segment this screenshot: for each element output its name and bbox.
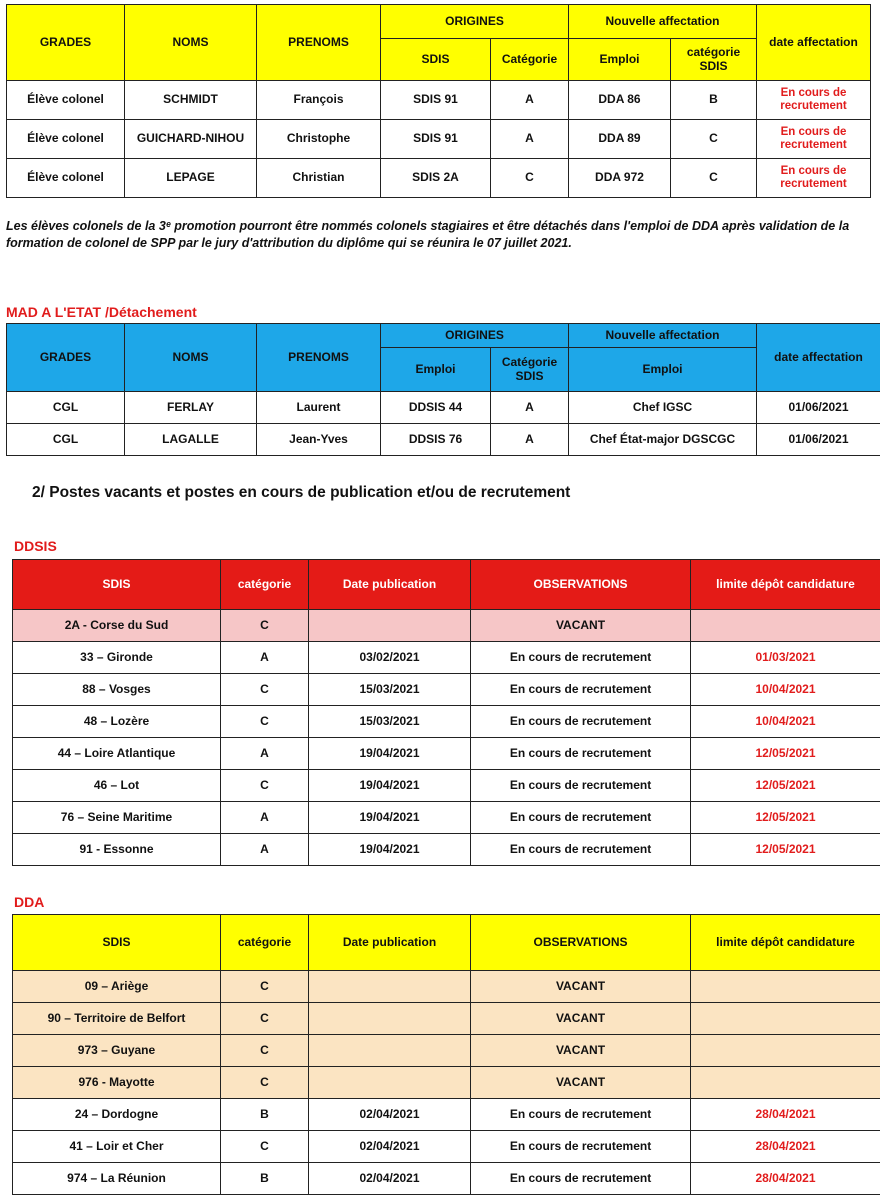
cell-limite: 12/05/2021 xyxy=(691,834,880,866)
table-row xyxy=(7,81,871,120)
cell-cat-sdis: C xyxy=(671,120,757,159)
cell-sdis: 91 - Essonne xyxy=(13,834,221,866)
header-limite-depot: limite dépôt candidature xyxy=(691,915,880,971)
cell-categorie: C xyxy=(491,159,569,198)
table-row xyxy=(13,1099,880,1131)
header-grades: GRADES xyxy=(7,5,125,81)
cell-sdis: 973 – Guyane xyxy=(13,1035,221,1067)
cell-categorie: C xyxy=(221,1003,309,1035)
header-noms: NOMS xyxy=(125,324,257,392)
cell-grade: Élève colonel xyxy=(7,120,125,159)
cell-categorie: B xyxy=(221,1099,309,1131)
cell-prenom: Laurent xyxy=(257,392,381,424)
cell-cat-sdis: B xyxy=(671,81,757,120)
cell-categorie: A xyxy=(221,738,309,770)
header-prenoms: PRENOMS xyxy=(257,324,381,392)
cell-categorie: A xyxy=(491,424,569,456)
cell-emploi: DDSIS 76 xyxy=(381,424,491,456)
header-nouvelle-affectation: Nouvelle affectation xyxy=(569,324,757,348)
table-row xyxy=(13,610,880,642)
table-row xyxy=(13,770,880,802)
section-2-title: 2/ Postes vacants et postes en cours de publication et/ou de recrutement xyxy=(32,484,571,501)
header-observations: OBSERVATIONS xyxy=(471,915,691,971)
cell-nom: FERLAY xyxy=(125,392,257,424)
cell-categorie: C xyxy=(221,674,309,706)
cell-sdis: 33 – Gironde xyxy=(13,642,221,674)
cell-categorie: A xyxy=(221,834,309,866)
cell-categorie: B xyxy=(221,1163,309,1195)
header-grades: GRADES xyxy=(7,324,125,392)
header-observations: OBSERVATIONS xyxy=(471,560,691,610)
cell-date: En cours de recrutement xyxy=(757,159,871,198)
cell-categorie: C xyxy=(221,971,309,1003)
cell-observations: VACANT xyxy=(471,1067,691,1099)
cell-categorie: C xyxy=(221,610,309,642)
table-row xyxy=(13,802,880,834)
header-prenoms: PRENOMS xyxy=(257,5,381,81)
cell-date: 01/06/2021 xyxy=(757,392,880,424)
header-sdis: SDIS xyxy=(13,560,221,610)
cell-sdis: 76 – Seine Maritime xyxy=(13,802,221,834)
cell-nom: LEPAGE xyxy=(125,159,257,198)
cell-limite: 12/05/2021 xyxy=(691,738,880,770)
cell-limite xyxy=(691,971,880,1003)
table-row xyxy=(7,159,871,198)
header-limite-depot: limite dépôt candidature xyxy=(691,560,880,610)
dda-postes-table xyxy=(12,914,880,1195)
header-categorie-sdis: catégorie SDIS xyxy=(671,39,757,81)
table-row xyxy=(13,1163,880,1195)
cell-date-publication: 19/04/2021 xyxy=(309,770,471,802)
ddsis-section-label: DDSIS xyxy=(14,538,57,554)
cell-observations: VACANT xyxy=(471,610,691,642)
cell-date-publication: 19/04/2021 xyxy=(309,802,471,834)
header-emploi: Emploi xyxy=(569,39,671,81)
header-sdis: SDIS xyxy=(381,39,491,81)
header-date-publication: Date publication xyxy=(309,915,471,971)
cell-observations: En cours de recrutement xyxy=(471,770,691,802)
cell-date-publication: 15/03/2021 xyxy=(309,674,471,706)
cell-date-publication: 15/03/2021 xyxy=(309,706,471,738)
cell-categorie: A xyxy=(491,392,569,424)
cell-limite: 10/04/2021 xyxy=(691,674,880,706)
cell-sdis: 46 – Lot xyxy=(13,770,221,802)
cell-sdis: 2A - Corse du Sud xyxy=(13,610,221,642)
cell-date-publication: 02/04/2021 xyxy=(309,1163,471,1195)
cell-limite: 01/03/2021 xyxy=(691,642,880,674)
cell-sdis: 09 – Ariège xyxy=(13,971,221,1003)
cell-sdis: 48 – Lozère xyxy=(13,706,221,738)
cell-observations: VACANT xyxy=(471,971,691,1003)
eleves-colonels-table xyxy=(6,4,871,198)
table-row xyxy=(13,1067,880,1099)
cell-categorie: C xyxy=(221,1067,309,1099)
cell-sdis: 976 - Mayotte xyxy=(13,1067,221,1099)
header-categorie-sdis: Catégorie SDIS xyxy=(491,348,569,392)
cell-date-publication: 02/04/2021 xyxy=(309,1131,471,1163)
cell-prenom: Christian xyxy=(257,159,381,198)
cell-observations: En cours de recrutement xyxy=(471,674,691,706)
cell-sdis: 44 – Loire Atlantique xyxy=(13,738,221,770)
cell-emploi: DDA 89 xyxy=(569,120,671,159)
table-row xyxy=(13,1003,880,1035)
cell-limite: 10/04/2021 xyxy=(691,706,880,738)
cell-nom: SCHMIDT xyxy=(125,81,257,120)
cell-observations: En cours de recrutement xyxy=(471,802,691,834)
cell-categorie: C xyxy=(221,1131,309,1163)
table-row xyxy=(13,642,880,674)
cell-categorie: A xyxy=(491,81,569,120)
cell-sdis: SDIS 91 xyxy=(381,81,491,120)
table-row xyxy=(13,1035,880,1067)
cell-date-publication xyxy=(309,1035,471,1067)
cell-prenom: Christophe xyxy=(257,120,381,159)
header-date-affectation: date affectation xyxy=(757,5,871,81)
cell-nouvel-emploi: Chef État-major DGSCGC xyxy=(569,424,757,456)
mad-section-label: MAD A L'ETAT /Détachement xyxy=(6,304,197,320)
cell-observations: En cours de recrutement xyxy=(471,834,691,866)
header-origines: ORIGINES xyxy=(381,324,569,348)
cell-sdis: 90 – Territoire de Belfort xyxy=(13,1003,221,1035)
cell-observations: En cours de recrutement xyxy=(471,1163,691,1195)
cell-observations: VACANT xyxy=(471,1035,691,1067)
cell-categorie: A xyxy=(221,802,309,834)
cell-observations: En cours de recrutement xyxy=(471,738,691,770)
cell-observations: En cours de recrutement xyxy=(471,1099,691,1131)
cell-sdis: SDIS 2A xyxy=(381,159,491,198)
promotion-note: Les élèves colonels de la 3ᵉ promotion pourront être nommés colonels stagiaires et être détachés dans l'emploi de DDA après validation de la formation de colonel de SPP par le jury d'attribution du diplôme qui se réunira le 07 juillet 2021. xyxy=(6,219,850,250)
table-row xyxy=(13,738,880,770)
cell-limite xyxy=(691,1035,880,1067)
cell-sdis: 974 – La Réunion xyxy=(13,1163,221,1195)
header-noms: NOMS xyxy=(125,5,257,81)
cell-sdis: 24 – Dordogne xyxy=(13,1099,221,1131)
table-row xyxy=(13,674,880,706)
cell-emploi: DDA 972 xyxy=(569,159,671,198)
cell-observations: En cours de recrutement xyxy=(471,642,691,674)
cell-emploi: DDA 86 xyxy=(569,81,671,120)
cell-categorie: A xyxy=(491,120,569,159)
cell-observations: En cours de recrutement xyxy=(471,1131,691,1163)
cell-limite xyxy=(691,610,880,642)
cell-sdis: 41 – Loir et Cher xyxy=(13,1131,221,1163)
cell-prenom: François xyxy=(257,81,381,120)
dda-section-label: DDA xyxy=(14,894,45,910)
cell-limite xyxy=(691,1067,880,1099)
cell-sdis: 88 – Vosges xyxy=(13,674,221,706)
cell-observations: VACANT xyxy=(471,1003,691,1035)
header-date-publication: Date publication xyxy=(309,560,471,610)
table-row xyxy=(7,120,871,159)
table-row xyxy=(13,971,880,1003)
cell-nom: LAGALLE xyxy=(125,424,257,456)
cell-cat-sdis: C xyxy=(671,159,757,198)
header-categorie: catégorie xyxy=(221,915,309,971)
table-row xyxy=(7,392,880,424)
header-emploi: Emploi xyxy=(381,348,491,392)
table-row xyxy=(13,1131,880,1163)
cell-limite: 12/05/2021 xyxy=(691,802,880,834)
cell-date-publication xyxy=(309,1067,471,1099)
cell-limite: 28/04/2021 xyxy=(691,1099,880,1131)
cell-date: 01/06/2021 xyxy=(757,424,880,456)
cell-grade: CGL xyxy=(7,392,125,424)
cell-limite: 28/04/2021 xyxy=(691,1163,880,1195)
cell-limite xyxy=(691,1003,880,1035)
ddsis-postes-table xyxy=(12,559,880,866)
cell-date-publication xyxy=(309,971,471,1003)
cell-date-publication xyxy=(309,1003,471,1035)
cell-categorie: C xyxy=(221,1035,309,1067)
cell-nouvel-emploi: Chef IGSC xyxy=(569,392,757,424)
cell-sdis: SDIS 91 xyxy=(381,120,491,159)
table-row xyxy=(13,706,880,738)
table-row xyxy=(13,834,880,866)
cell-grade: Élève colonel xyxy=(7,159,125,198)
cell-emploi: DDSIS 44 xyxy=(381,392,491,424)
header-origines: ORIGINES xyxy=(381,5,569,39)
cell-date: En cours de recrutement xyxy=(757,120,871,159)
cell-grade: Élève colonel xyxy=(7,81,125,120)
cell-categorie: C xyxy=(221,706,309,738)
mad-etat-table xyxy=(6,323,880,456)
cell-date-publication: 19/04/2021 xyxy=(309,834,471,866)
cell-limite: 12/05/2021 xyxy=(691,770,880,802)
cell-limite: 28/04/2021 xyxy=(691,1131,880,1163)
table-row xyxy=(7,424,880,456)
cell-grade: CGL xyxy=(7,424,125,456)
header-categorie: catégorie xyxy=(221,560,309,610)
header-nouvelle-affectation: Nouvelle affectation xyxy=(569,5,757,39)
cell-categorie: C xyxy=(221,770,309,802)
cell-nom: GUICHARD-NIHOU xyxy=(125,120,257,159)
header-sdis: SDIS xyxy=(13,915,221,971)
cell-date-publication xyxy=(309,610,471,642)
cell-observations: En cours de recrutement xyxy=(471,706,691,738)
cell-date-publication: 03/02/2021 xyxy=(309,642,471,674)
header-emploi-nouveau: Emploi xyxy=(569,348,757,392)
cell-date-publication: 19/04/2021 xyxy=(309,738,471,770)
cell-prenom: Jean-Yves xyxy=(257,424,381,456)
cell-date-publication: 02/04/2021 xyxy=(309,1099,471,1131)
cell-date: En cours de recrutement xyxy=(757,81,871,120)
cell-categorie: A xyxy=(221,642,309,674)
header-date-affectation: date affectation xyxy=(757,324,880,392)
header-categorie: Catégorie xyxy=(491,39,569,81)
